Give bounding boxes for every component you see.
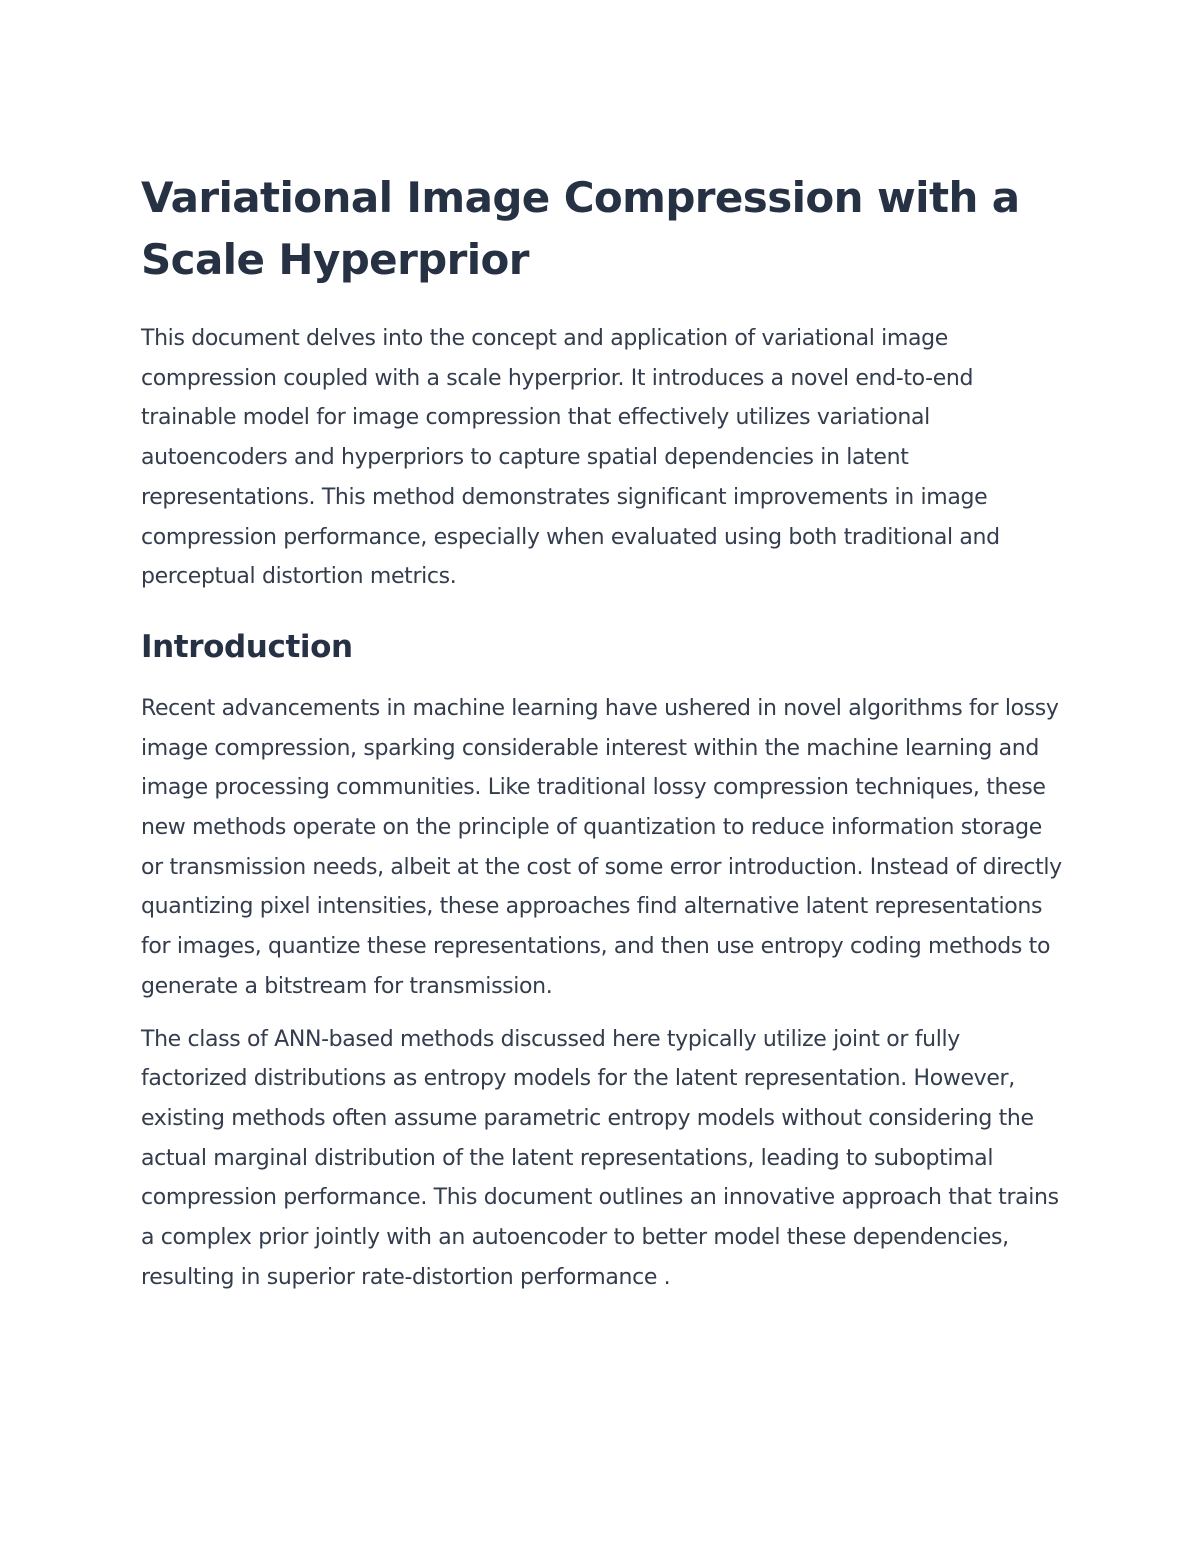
abstract-paragraph: This document delves into the concept and application of variational image compression coupled with a scale hyperprior. It introduces a novel end-to-end trainable model for image compression that effectively utilizes variational autoencoders and hyperpriors to capture spatial dependencies in latent representations. This method demonstrates significant improvements in image compression performance, especially when evaluated using both traditional and perceptual distortion metrics.	[141, 326, 1000, 590]
section-heading-introduction: Introduction	[141, 628, 353, 665]
introduction-paragraph-2: The class of ANN-based methods discussed here typically utilize joint or fully factorized distributions as entropy models for the latent representation. However, existing methods often assume parametric entropy models without considering the actual marginal distribution of the latent representations, leading to suboptimal compression performance. This document outlines an innovative approach that trains a complex prior jointly with an autoencoder to better model these dependencies, resulting in superior rate-distortion performance .	[141, 1026, 1059, 1290]
document-content	[141, 167, 1066, 1297]
document-title: Variational Image Compression with a Scale Hyperprior	[141, 173, 1020, 284]
introduction-paragraph-1: Recent advancements in machine learning have ushered in novel algorithms for lossy image compression, sparking considerable interest within the machine learning and image processing communities. Like traditional lossy compression techniques, these new methods operate on the principle of quantization to reduce information storage or transmission needs, albeit at the cost of some error introduction. Instead of directly quantizing pixel intensities, these approaches find alternative latent representations for images, quantize these representations, and then use entropy coding methods to generate a bitstream for transmission.	[141, 695, 1062, 999]
